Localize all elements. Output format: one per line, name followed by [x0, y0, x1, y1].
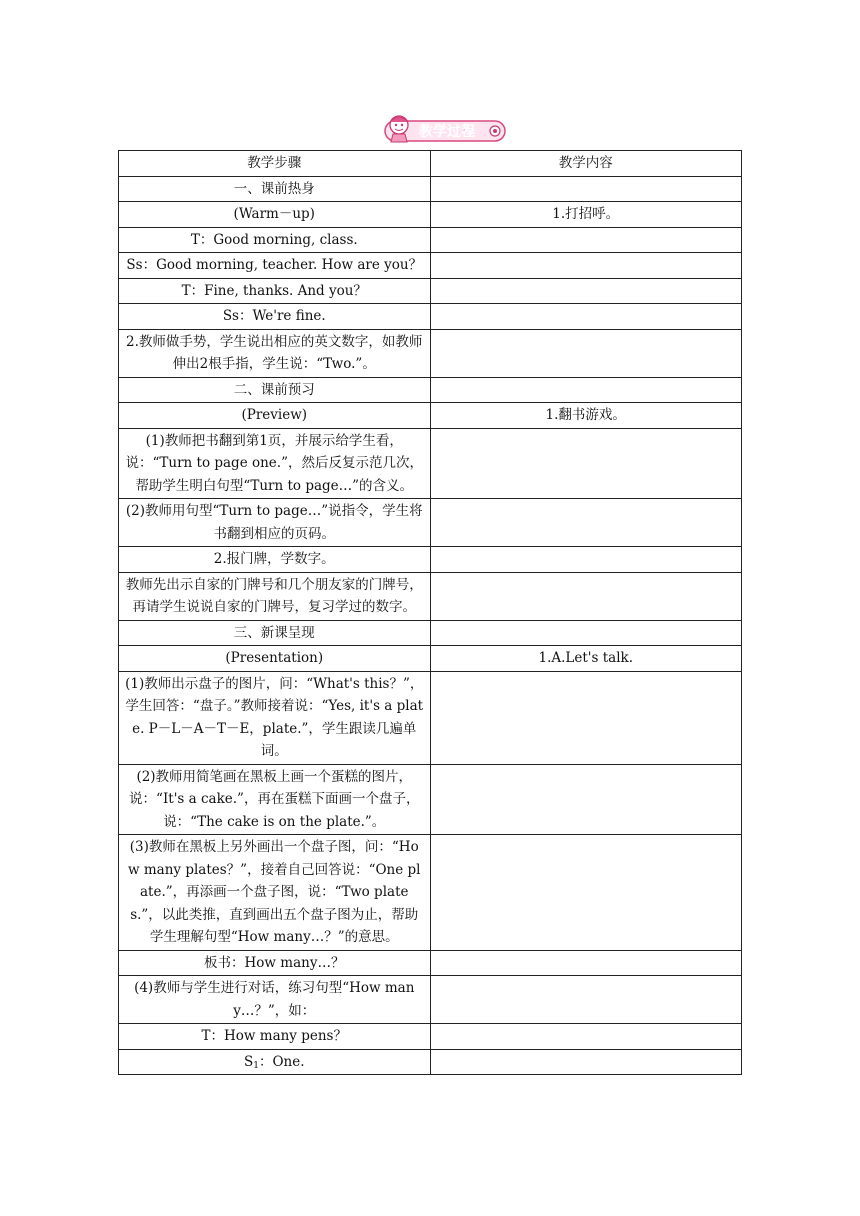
step-cell: (1)教师出示盘子的图片，问：“What's this？”，学生回答：“盘子。”教师接着说：“Yes, it's a plate. P－L－A－T－E，plate.”，学生跟读几遍单词。: [119, 671, 431, 764]
step-cell: T：Good morning, class.: [119, 227, 431, 253]
table-row: [119, 329, 742, 377]
step-cell: 板书：How many…？: [119, 950, 431, 976]
step-cell: (Warm－up): [119, 202, 431, 228]
step-cell: 教师先出示自家的门牌号和几个朋友家的门牌号，再请学生说说自家的门牌号，复习学过的数字。: [119, 572, 431, 620]
content-cell: [430, 329, 742, 377]
content-cell: [430, 499, 742, 547]
table-row: [119, 227, 742, 253]
table-row: [119, 377, 742, 403]
table-header-row: [119, 151, 742, 177]
content-cell: [430, 547, 742, 573]
table-row: [119, 646, 742, 672]
content-cell: [430, 1024, 742, 1050]
table-row: [119, 572, 742, 620]
content-cell: [430, 227, 742, 253]
step-cell: 2.教师做手势，学生说出相应的英文数字，如教师伸出2根手指，学生说：“Two.”。: [119, 329, 431, 377]
content-cell: [430, 377, 742, 403]
content-cell: 1.A.Let's talk.: [430, 646, 742, 672]
step-cell: (2)教师用句型“Turn to page…”说指令，学生将书翻到相应的页码。: [119, 499, 431, 547]
content-cell: [430, 950, 742, 976]
table-row: [119, 176, 742, 202]
table-row: [119, 403, 742, 429]
table-row: [119, 278, 742, 304]
table-row: [119, 835, 742, 951]
step-cell: (2)教师用简笔画在黑板上画一个蛋糕的图片，说：“It's a cake.”，再在蛋糕下面画一个盘子，说：“The cake is on the plate.”。: [119, 764, 431, 835]
content-cell: [430, 620, 742, 646]
banner-title: 教学过程: [419, 124, 475, 140]
lesson-steps-table: [118, 150, 742, 1075]
table-row: [119, 1049, 742, 1075]
step-cell: 2.报门牌，学数字。: [119, 547, 431, 573]
speaker-line: ：One.: [258, 1053, 305, 1070]
table-row: [119, 499, 742, 547]
content-cell: 1.打招呼。: [430, 202, 742, 228]
step-cell: (4)教师与学生进行对话，练习句型“How many…？”，如：: [119, 976, 431, 1024]
section-heading: 二、课前预习: [119, 377, 431, 403]
table-row: [119, 253, 742, 279]
speaker-prefix: S: [243, 1053, 254, 1070]
content-cell: [430, 428, 742, 499]
content-cell: [430, 572, 742, 620]
step-cell: T：Fine, thanks. And you？: [119, 278, 431, 304]
table-row: [119, 202, 742, 228]
section-heading: 三、新课呈现: [119, 620, 431, 646]
table-row: [119, 671, 742, 764]
content-cell: 1.翻书游戏。: [430, 403, 742, 429]
content-cell: [430, 278, 742, 304]
table-row: [119, 620, 742, 646]
content-cell: [430, 1049, 742, 1075]
step-cell: Ss：We're fine.: [119, 304, 431, 330]
content-cell: [430, 976, 742, 1024]
table-row: [119, 547, 742, 573]
content-cell: [430, 176, 742, 202]
table-row: [119, 764, 742, 835]
section-heading: 一、课前热身: [119, 176, 431, 202]
table-row: [119, 428, 742, 499]
step-cell: (Presentation): [119, 646, 431, 672]
speaker-subscript: 1: [253, 1060, 259, 1071]
content-cell: [430, 764, 742, 835]
step-cell: [119, 1049, 431, 1075]
content-cell: [430, 253, 742, 279]
step-cell: T：How many pens？: [119, 1024, 431, 1050]
step-cell: (3)教师在黑板上另外画出一个盘子图，问：“How many plates？”，接着自己回答说：“One plate.”，再添画一个盘子图，说：“Two plates.”，以此类推，直到画出五个盘子图为止，帮助学生理解句型“How many…？”的意思。: [119, 835, 431, 951]
header-teaching-steps: 教学步骤: [119, 151, 431, 177]
section-banner: [383, 112, 507, 144]
step-cell: (1)教师把书翻到第1页，并展示给学生看，说：“Turn to page one.”，然后反复示范几次，帮助学生明白句型“Turn to page…”的含义。: [119, 428, 431, 499]
header-teaching-content: 教学内容: [430, 151, 742, 177]
table-row: [119, 950, 742, 976]
content-cell: [430, 671, 742, 764]
content-cell: [430, 304, 742, 330]
content-cell: [430, 835, 742, 951]
step-cell: Ss：Good morning, teacher. How are you？: [119, 253, 431, 279]
table-row: [119, 976, 742, 1024]
step-cell: (Preview): [119, 403, 431, 429]
table-row: [119, 1024, 742, 1050]
table-row: [119, 304, 742, 330]
cartoon-girl-banner-icon: [383, 112, 507, 144]
